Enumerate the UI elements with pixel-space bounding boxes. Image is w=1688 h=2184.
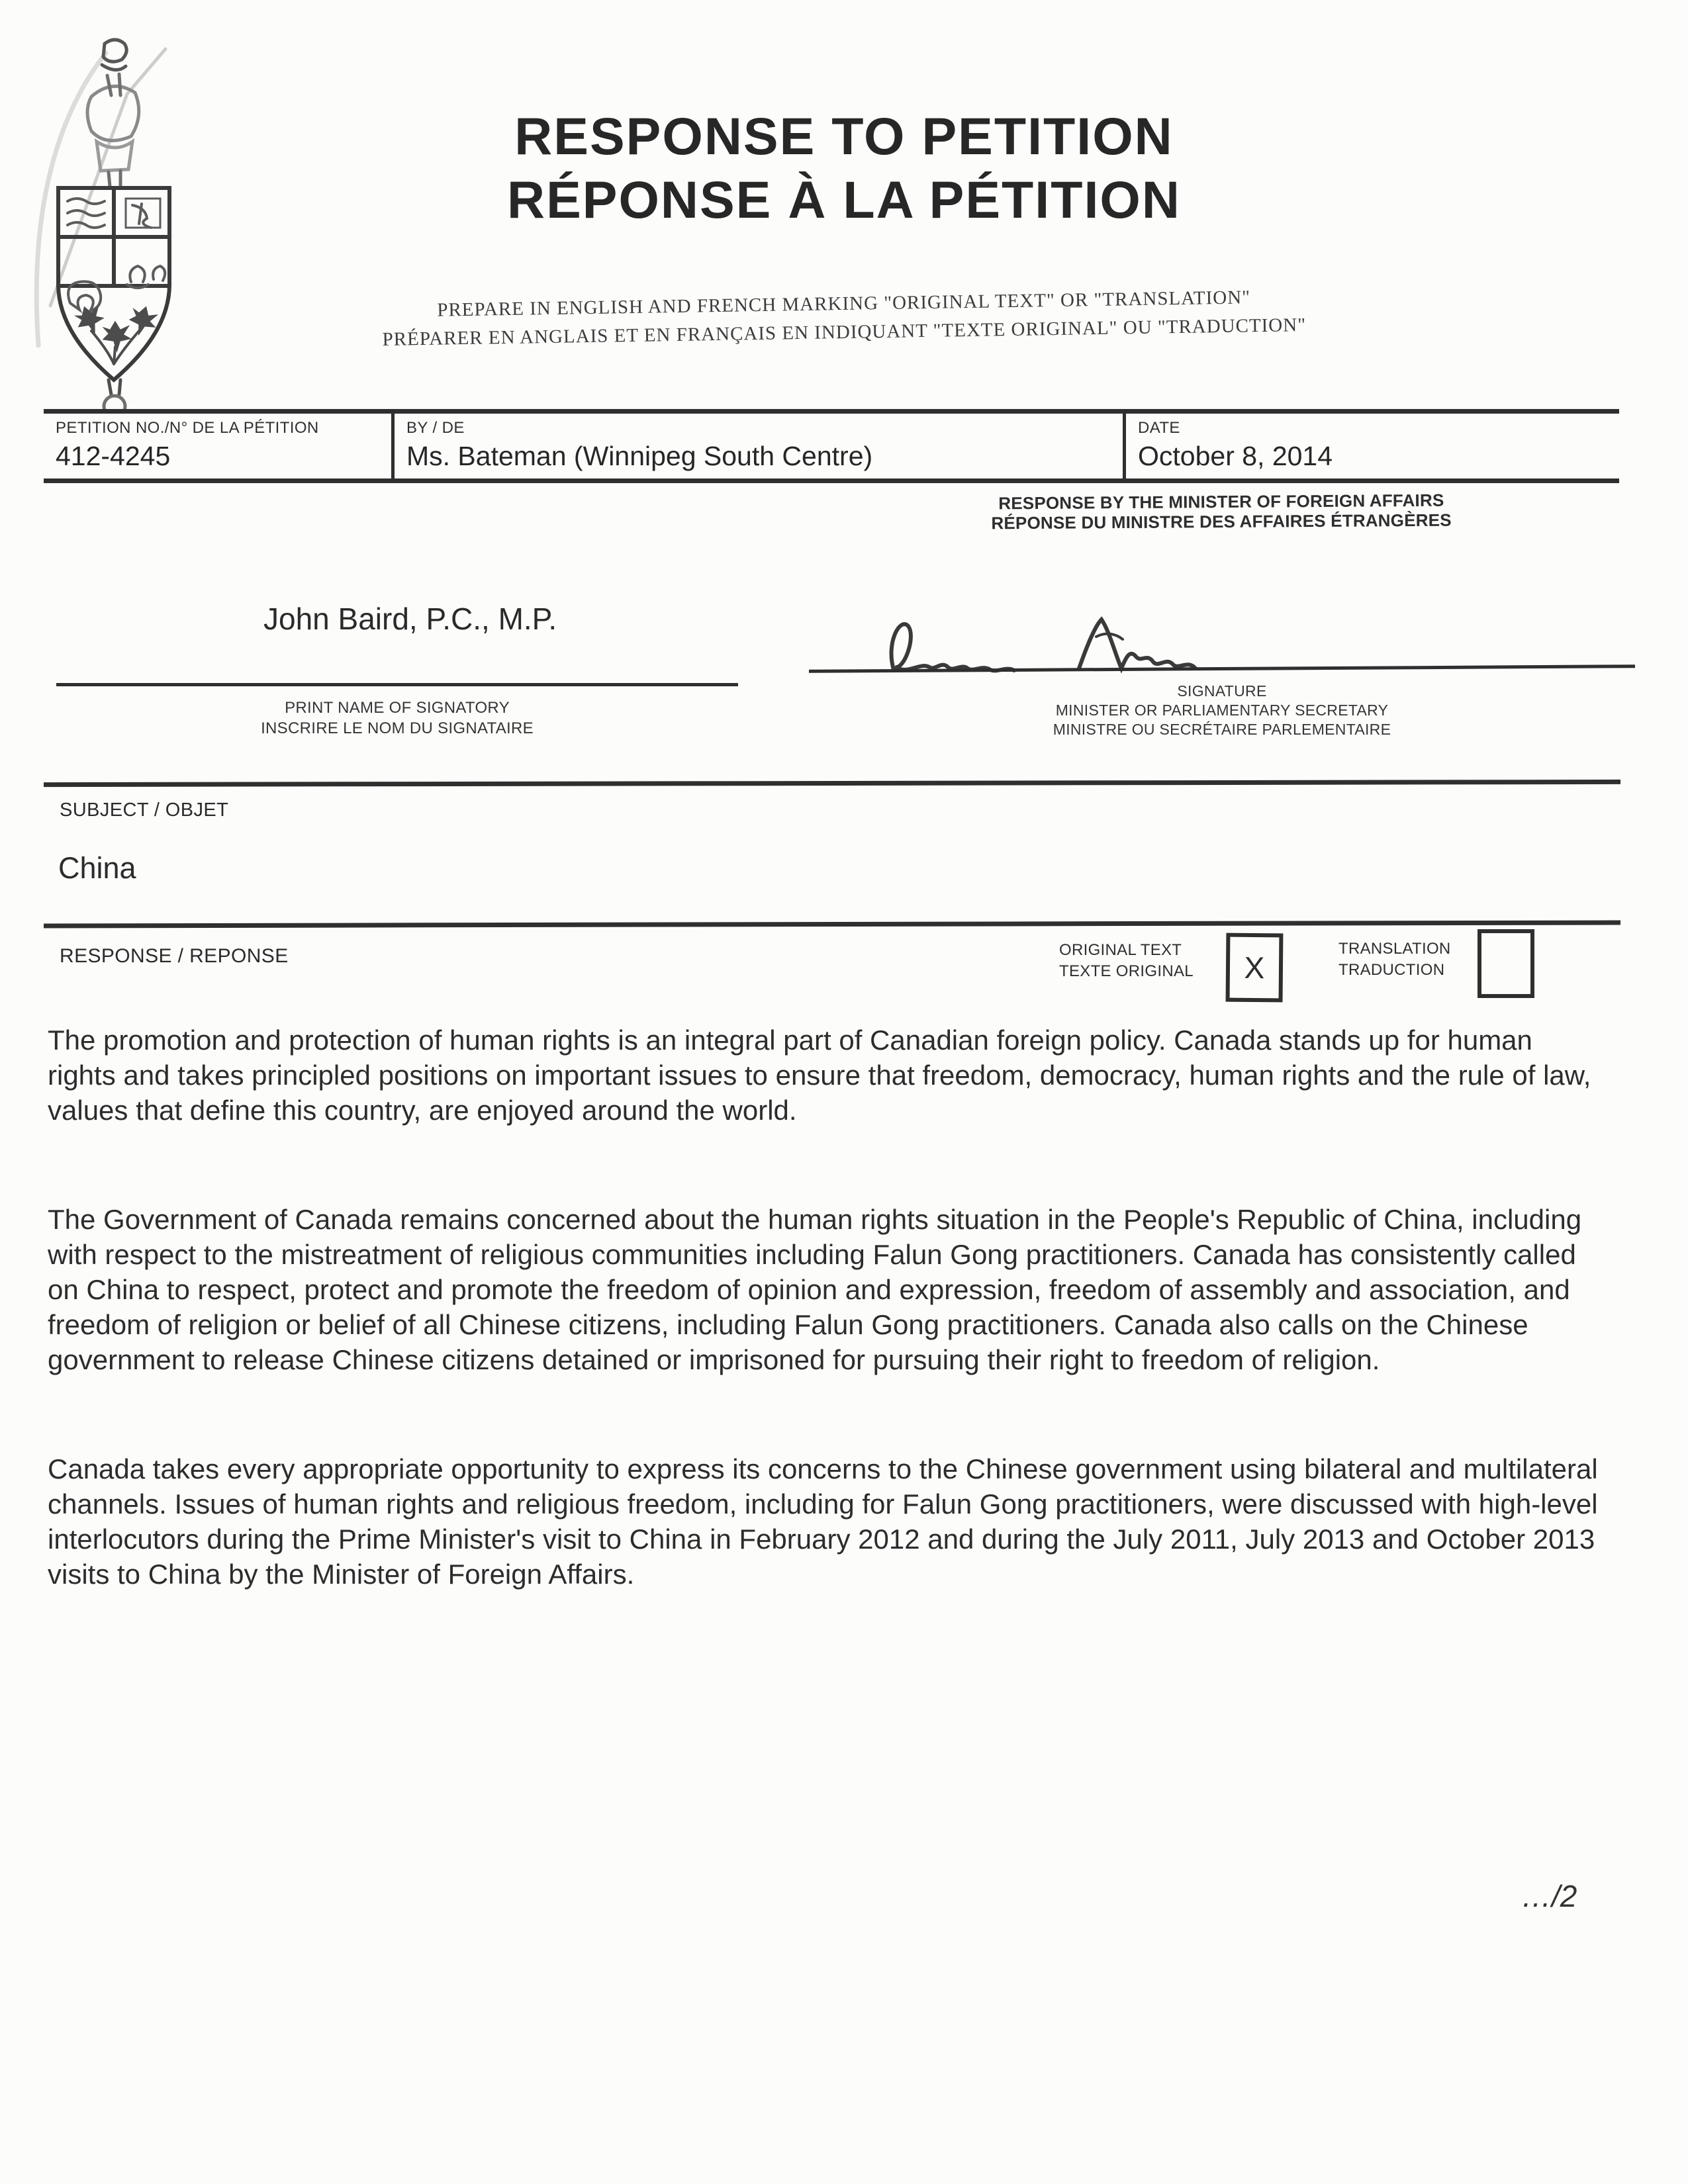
print-name-label-fr: INSCRIRE LE NOM DU SIGNATAIRE bbox=[261, 719, 534, 737]
horizontal-rule-response bbox=[44, 921, 1620, 929]
original-text-label-en: ORIGINAL TEXT bbox=[1059, 941, 1182, 959]
signatory-printed-name: John Baird, P.C., M.P. bbox=[263, 602, 557, 636]
presented-by-value: Ms. Bateman (Winnipeg South Centre) bbox=[406, 441, 873, 471]
translation-label bbox=[1338, 938, 1451, 981]
response-by-block bbox=[953, 490, 1489, 533]
response-by-fr: RÉPONSE DU MINISTRE DES AFFAIRES ÉTRANGÈRES bbox=[991, 510, 1452, 533]
marking-instructions-fr: PRÉPARER EN ANGLAIS ET EN FRANÇAIS EN INDIQUANT "TEXTE ORIGINAL" OU "TRADUCTION" bbox=[382, 314, 1307, 350]
document-title-en: RESPONSE TO PETITION bbox=[514, 107, 1174, 165]
response-section-label: RESPONSE / REPONSE bbox=[60, 945, 289, 967]
date-label: DATE bbox=[1138, 419, 1180, 437]
petition-number-label: PETITION NO./N° DE LA PÉTITION bbox=[56, 419, 319, 437]
translation-label-fr: TRADUCTION bbox=[1338, 961, 1445, 979]
page-continuation-marker: …/2 bbox=[1521, 1879, 1577, 1913]
original-text-label bbox=[1059, 940, 1194, 982]
signature-sub-label-en: MINISTER OR PARLIAMENTARY SECRETARY bbox=[1055, 702, 1389, 719]
petition-number-value: 412-4245 bbox=[56, 441, 171, 471]
print-name-labels bbox=[56, 698, 738, 739]
document-title bbox=[0, 105, 1688, 232]
petition-number-cell bbox=[44, 414, 391, 478]
original-text-checkbox-mark: X bbox=[1244, 950, 1265, 985]
print-name-signature-line bbox=[56, 683, 738, 686]
response-by-en: RESPONSE BY THE MINISTER OF FOREIGN AFFAIRS bbox=[998, 490, 1444, 514]
signature-label: SIGNATURE bbox=[1177, 682, 1267, 700]
translation-label-en: TRANSLATION bbox=[1338, 940, 1451, 958]
subject-label: SUBJECT / OBJET bbox=[60, 799, 229, 821]
response-paragraph-3: Canada takes every appropriate opportunity to express its concerns to the Chinese government using bilateral and multilateral channels. Issues of human rights and religious freedom, including for Falun Gong practitioners, were discussed with high-level interlocutors during the Prime Minister's visit to China in February 2012 and during the July 2011, July 2013 and October 2013 visits to China by the Minister of Foreign Affairs. bbox=[48, 1453, 1598, 1590]
subject-value: China bbox=[58, 851, 136, 885]
horizontal-rule-subject bbox=[44, 780, 1620, 787]
signature-sub-label-fr: MINISTRE OU SECRÉTAIRE PARLEMENTAIRE bbox=[1053, 721, 1391, 738]
original-text-label-fr: TEXTE ORIGINAL bbox=[1059, 962, 1194, 980]
translation-checkbox[interactable] bbox=[1477, 929, 1534, 998]
presented-by-label: BY / DE bbox=[406, 419, 465, 437]
petition-meta-table bbox=[44, 409, 1619, 483]
document-title-fr: RÉPONSE À LA PÉTITION bbox=[507, 170, 1181, 229]
response-paragraph-2: The Government of Canada remains concerned about the human rights situation in the People's Republic of China, including with respect to the mistreatment of religious communities including Falun Gong practitioners. Canada has consistently called on China to respect, protect and promote the freedom of opinion and expression, freedom of assembly and association, and freedom of religion or belief of all Chinese citizens, including Falun Gong practitioners. Canada also calls on the Chinese government to release Chinese citizens detained or imprisoned for pursuing their right to freedom of religion. bbox=[48, 1204, 1582, 1375]
print-name-label-en: PRINT NAME OF SIGNATORY bbox=[285, 699, 510, 717]
marking-instructions-en: PREPARE IN ENGLISH AND FRENCH MARKING "ORIGINAL TEXT" OR "TRANSLATION" bbox=[437, 287, 1251, 321]
presented-by-cell bbox=[391, 414, 1123, 478]
date-value: October 8, 2014 bbox=[1138, 441, 1333, 471]
marking-instructions bbox=[0, 277, 1688, 360]
response-paragraph-1: The promotion and protection of human rights is an integral part of Canadian foreign policy. Canada stands up for human rights and takes principled positions on important issues to ensure that freedom, democracy, human rights and the rule of law, values that define this country, are enjoyed around the world. bbox=[48, 1024, 1591, 1126]
response-body bbox=[48, 1023, 1605, 1666]
signature-labels bbox=[809, 682, 1635, 739]
date-cell bbox=[1123, 414, 1619, 478]
original-text-checkbox[interactable] bbox=[1226, 933, 1284, 1003]
